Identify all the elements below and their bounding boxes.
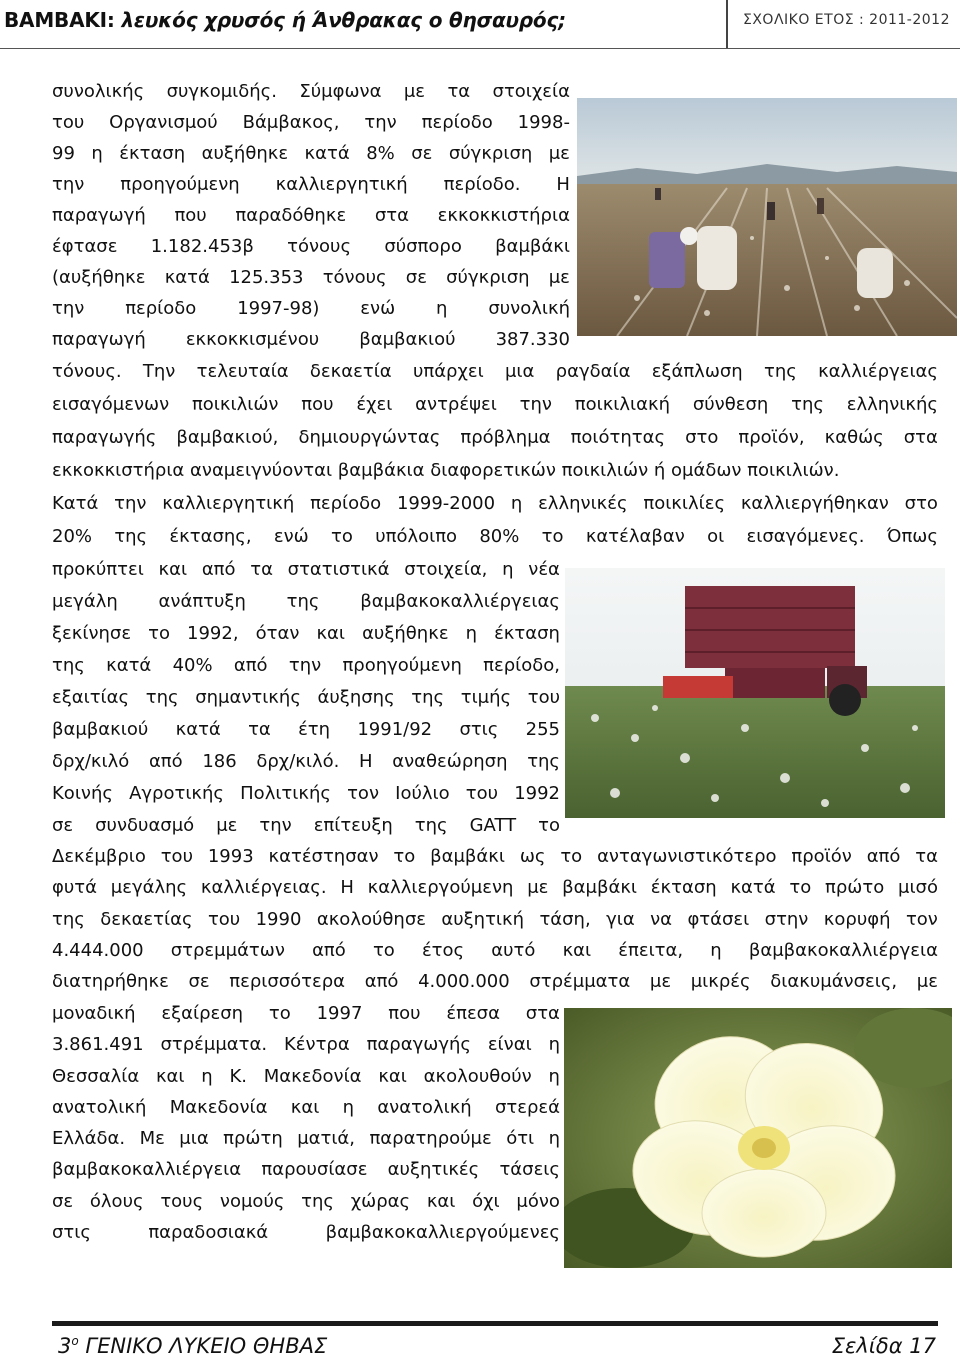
text-line: παραγωγή εκκοκκισμένου βαμβακιού 387.330 xyxy=(52,329,570,350)
text-line: βαμβακοκαλλιέργεια παρουσίασε αυξητικές τάσεις xyxy=(52,1159,560,1180)
school-year: ΣΧΟΛΙΚΟ ΕΤΟΣ : 2011-2012 xyxy=(742,12,950,28)
text-line: σε συνδυασμό με την επίτευξη της GATT το xyxy=(52,815,560,836)
text-line: μοναδική εξαίρεση το 1997 που έπεσα στα xyxy=(52,1003,560,1024)
text-line: εισαγόμενων ποικιλιών που έχει αντρέψει την ποικιλιακή σύνθεση της ελληνικής xyxy=(52,394,938,415)
text-line: της κατά 40% από την προηγούμενη περίοδο, xyxy=(52,655,560,676)
text-line: 4.444.000 στρεμμάτων από το έτος αυτό και έπειτα, η βαμβακοκαλλιέργεια xyxy=(52,940,938,961)
school-name: $3^o$ ΓΕΝΙΚΟ ΛΥΚΕΙΟ ΘΗΒΑΣ xyxy=(58,1334,328,1358)
text-line: του Οργανισμού Βάμβακος, την περίοδο 1998- xyxy=(52,112,570,133)
text-line: δρχ/κιλό από 186 δρχ/κιλό. Η αναθεώρηση της xyxy=(52,751,560,772)
cotton-flower-photo xyxy=(564,1008,952,1268)
cotton-pickers-photo xyxy=(577,98,957,336)
text-line: 99 η έκταση αυξήθηκε κατά 8% σε σύγκριση με xyxy=(52,143,570,164)
page-header xyxy=(0,0,960,48)
footer-rule xyxy=(52,1321,938,1326)
text-line: παραγωγή που παραδόθηκε στα εκκοκκιστήρια xyxy=(52,205,570,226)
text-line: διατηρήθηκε σε περισσότερα από 4.000.000 στρέμματα με μικρές διακυμάνσεις, με xyxy=(52,971,938,992)
cotton-harvester-photo xyxy=(565,568,945,818)
text-line: της δεκαετίας του 1990 ακολούθησε αυξητική τάση, για να φτάσει στην κορυφή τον xyxy=(52,909,938,930)
text-line: παραγωγής βαμβακιού, δημιουργώντας πρόβλημα ποιότητας στο προϊόν, καθώς στα xyxy=(52,427,938,448)
text-line: Κοινής Αγροτικής Πολιτικής τον Ιούλιο του 1992 xyxy=(52,783,560,804)
text-line: ανατολική Μακεδονία και η ανατολική στερεά xyxy=(52,1097,560,1118)
text-line: την περίοδο 1997-98) ενώ η συνολική xyxy=(52,298,570,319)
text-line: Κατά την καλλιεργητική περίοδο 1999-2000 η ελληνικές ποικιλίες καλλιεργήθηκαν στο xyxy=(52,493,938,514)
document-title: ΒΑΜΒΑΚΙ: λευκός χρυσός ή Άνθρακας ο θησαυρός; xyxy=(4,8,566,32)
text-line: ξεκίνησε το 1992, όταν και αυξήθηκε η έκταση xyxy=(52,623,560,644)
text-line: 3.861.491 στρέμματα. Κέντρα παραγωγής είναι η xyxy=(52,1034,560,1055)
text-line: φυτά μεγάλης καλλιέργειας. Η καλλιεργούμενη με βαμβάκι έκταση κατά το πρώτο μισό xyxy=(52,877,938,898)
text-line: έφτασε 1.182.453β τόνους σύσπορο βαμβάκι xyxy=(52,236,570,257)
text-line: Θεσσαλία και η Κ. Μακεδονία και ακολουθούν η xyxy=(52,1066,560,1087)
text-line: εκκοκκιστήρια αναμειγνύονται βαμβάκια διαφορετικών ποικιλιών ή ομάδων ποικιλιών. xyxy=(52,460,840,481)
text-line: (αυξήθηκε κατά 125.353 τόνους σε σύγκριση με xyxy=(52,267,570,288)
text-line: βαμβακιού κατά τα έτη 1991/92 στις 255 xyxy=(52,719,560,740)
text-line: σε όλους τους νομούς της χώρας και όχι μόνο xyxy=(52,1191,560,1212)
header-separator xyxy=(726,0,728,48)
text-line: εξαιτίας της σημαντικής άυξησης της τιμής του xyxy=(52,687,560,708)
text-line: προκύπτει και από τα στατιστικά στοιχεία, η νέα xyxy=(52,559,560,580)
page-number: Σελίδα 17 xyxy=(831,1334,936,1358)
text-line: μεγάλη ανάπτυξη της βαμβακοκαλλιέργειας xyxy=(52,591,560,612)
text-line: συνολικής συγκομιδής. Σύμφωνα με τα στοιχεία xyxy=(52,81,570,102)
text-line: τόνους. Την τελευταία δεκαετία υπάρχει μια ραγδαία εξάπλωση της καλλιέργειας xyxy=(52,361,938,382)
text-line: Δεκέμβριο του 1993 κατέστησαν το βαμβάκι ως το ανταγωνιστικότερο προϊόν από τα xyxy=(52,846,938,867)
text-line: Ελλάδα. Με μια πρώτη ματιά, παρατηρούμε ότι η xyxy=(52,1128,560,1149)
text-line: 20% της έκτασης, ενώ το υπόλοιπο 80% το κατέλαβαν οι εισαγόμενες. Όπως xyxy=(52,526,938,547)
text-line: την προηγούμενη καλλιεργητική περίοδο. Η xyxy=(52,174,570,195)
text-line: στις παραδοσιακά βαμβακοκαλλιεργούμενες xyxy=(52,1222,560,1243)
header-rule xyxy=(0,48,960,49)
